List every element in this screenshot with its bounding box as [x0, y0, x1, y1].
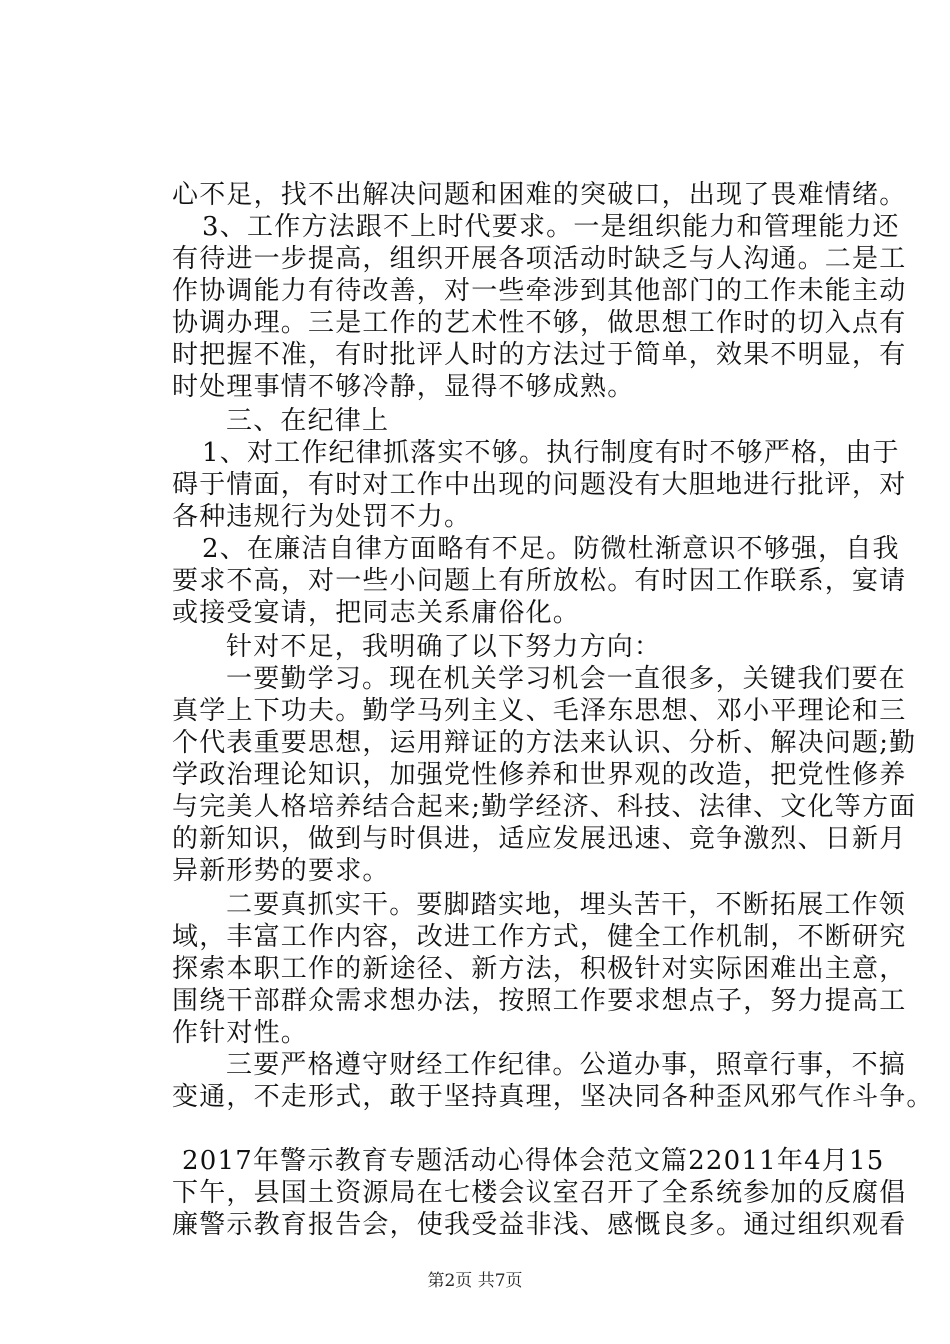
text-line: 碍于情面，有时对工作中出现的问题没有大胆地进行批评，对	[172, 470, 907, 500]
text-line: 异新形势的要求。	[172, 856, 390, 886]
text-line: 三要严格遵守财经工作纪律。公道办事，照章行事，不搞	[226, 1050, 907, 1080]
text-line: 作协调能力有待改善，对一些牵涉到其他部门的工作未能主动	[172, 276, 907, 306]
section-heading: 三、在纪律上	[226, 406, 390, 436]
text-line: 心不足，找不出解决问题和困难的突破口，出现了畏难情绪。	[172, 180, 907, 210]
text-line: 学政治理论知识，加强党性修养和世界观的改造，把党性修养	[172, 760, 907, 790]
text-line: 或接受宴请，把同志关系庸俗化。	[172, 598, 581, 628]
text-line: 时处理事情不够冷静，显得不够成熟。	[172, 372, 635, 402]
text-line: 3、工作方法跟不上时代要求。一是组织能力和管理能力还	[202, 212, 900, 242]
text-line: 的新知识，做到与时俱进，适应发展迅速、竞争激烈、日新月	[172, 824, 907, 854]
text-line: 与完美人格培养结合起来;勤学经济、科技、法律、文化等方面	[172, 792, 917, 822]
text-line: 个代表重要思想，运用辩证的方法来认识、分析、解决问题;勤	[172, 728, 917, 758]
text-line: 围绕干部群众需求想办法，按照工作要求想点子，努力提高工	[172, 986, 907, 1016]
text-line: 各种违规行为处罚不力。	[172, 502, 472, 532]
text-line: 要求不高，对一些小问题上有所放松。有时因工作联系，宴请	[172, 566, 907, 596]
page-footer: 第2页 共7页	[427, 1271, 523, 1291]
text-line: 有待进一步提高，组织开展各项活动时缺乏与人沟通。二是工	[172, 244, 907, 274]
text-line: 探索本职工作的新途径、新方法，积极针对实际困难出主意，	[172, 954, 907, 984]
text-line: 1、对工作纪律抓落实不够。执行制度有时不够严格，由于	[202, 438, 900, 468]
text-line: 真学上下功夫。勤学马列主义、毛泽东思想、邓小平理论和三	[172, 696, 907, 726]
text-line: 协调办理。三是工作的艺术性不够，做思想工作时的切入点有	[172, 308, 907, 338]
text-line: 域，丰富工作内容，改进工作方式，健全工作机制，不断研究	[172, 922, 907, 952]
text-line: 廉警示教育报告会，使我受益非浅、感慨良多。通过组织观看	[172, 1210, 907, 1240]
text-line: 时把握不准，有时批评人时的方法过于简单，效果不明显，有	[172, 340, 907, 370]
text-line: 变通，不走形式，敢于坚持真理，坚决同各种歪风邪气作斗争。	[172, 1082, 934, 1112]
text-line: 一要勤学习。现在机关学习机会一直很多，关键我们要在	[226, 664, 907, 694]
text-line: 针对不足，我明确了以下努力方向：	[226, 632, 662, 662]
text-line: 2017年警示教育专题活动心得体会范文篇22011年4月15	[182, 1146, 885, 1176]
text-line: 下午，县国土资源局在七楼会议室召开了全系统参加的反腐倡	[172, 1178, 907, 1208]
text-line: 作针对性。	[172, 1018, 309, 1048]
text-line: 2、在廉洁自律方面略有不足。防微杜渐意识不够强，自我	[202, 534, 900, 564]
text-line: 二要真抓实干。要脚踏实地，埋头苦干，不断拓展工作领	[226, 890, 907, 920]
